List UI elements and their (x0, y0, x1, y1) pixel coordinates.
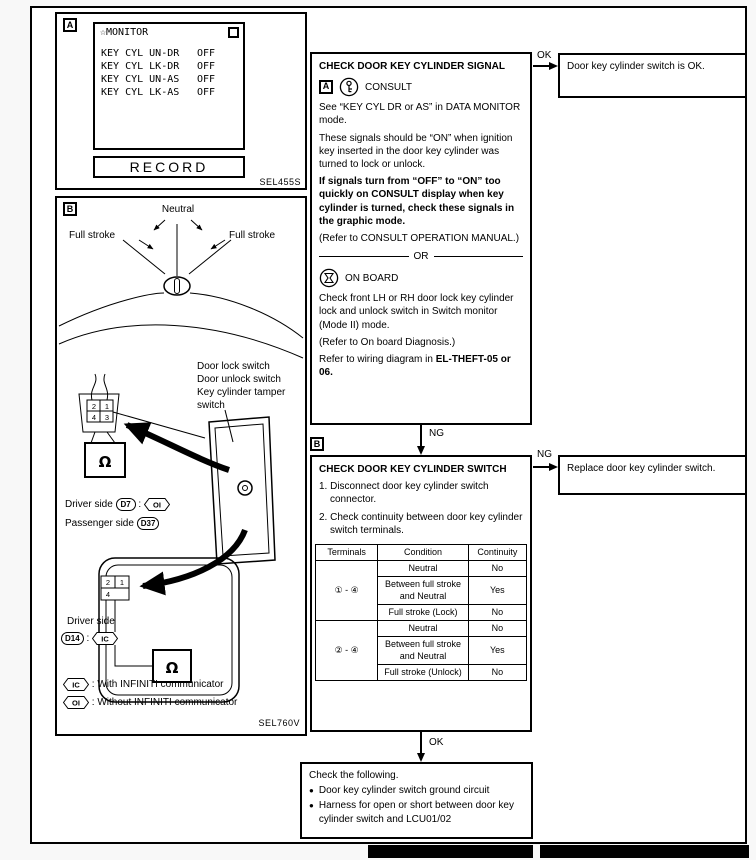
result-ok-text: Door key cylinder switch is OK. (567, 61, 705, 72)
arrowhead-down-icon (417, 446, 425, 455)
connector-ref-d37: D37 (137, 517, 160, 530)
continuity-cell: No (468, 561, 526, 577)
continuity-cell: No (468, 664, 526, 680)
condition-cell: Between full stroke and Neutral (378, 637, 468, 665)
hexagon-tag-ic (92, 632, 118, 645)
terminals-cell: ② - ④ (316, 621, 378, 681)
on-board-icon (319, 268, 339, 288)
or-divider (319, 250, 523, 263)
tag-oi: OI (152, 500, 161, 510)
result-ok-box (558, 53, 747, 98)
legend-row-oi (63, 696, 237, 709)
on-board-label: ON BOARD (345, 272, 399, 284)
footer-bar (368, 845, 533, 858)
monitor-row (101, 74, 241, 87)
connector1-pin: 1 (104, 402, 110, 411)
final-check-bullet-text: Harness for open or short between door key cylinder switch and LCU01/02 (318, 800, 514, 825)
figure-b-caption: SEL760V (258, 718, 300, 728)
ref-b-marker: B (310, 437, 324, 451)
key-cylinder-face (164, 277, 190, 295)
monitor-checkbox-icon (228, 27, 239, 38)
condition-cell: Neutral (378, 621, 468, 637)
wiring-ref-code: EL-THEFT-05 or 06. (319, 354, 511, 379)
continuity-cell: No (468, 621, 526, 637)
door-edge-sketch (59, 293, 303, 358)
full-stroke-right-label: Full stroke (229, 230, 276, 241)
table-row (316, 561, 527, 577)
separator: : (86, 633, 90, 645)
bullet-icon: ● (309, 801, 314, 811)
condition-cell: Full stroke (Unlock) (378, 664, 468, 680)
driver-side-row-2 (61, 632, 118, 645)
monitor-signal-name: KEY CYL LK-AS (101, 87, 180, 98)
divider-line (319, 256, 409, 257)
step-1-paragraph: (Refer to On board Diagnosis.) (319, 336, 456, 348)
replace-text: Replace door key cylinder switch. (567, 463, 716, 474)
flow-step-1-box (310, 52, 532, 425)
door-lock-switch-label: Door lock switch (197, 361, 270, 372)
figure-b (55, 196, 307, 736)
switch-labels (197, 360, 303, 412)
flow-connector-line (420, 732, 422, 754)
ohm-symbol: Ω (165, 659, 179, 677)
legend-text: : Without INFINITI communicator (91, 697, 238, 709)
table-row (316, 621, 527, 637)
connector2-pin: 1 (119, 578, 125, 587)
figure-a (55, 12, 307, 190)
continuity-cell: Yes (468, 577, 526, 605)
divider-line (434, 256, 524, 257)
monitor-signal-name: KEY CYL UN-DR (101, 48, 180, 59)
stroke-fan-lines (123, 220, 231, 276)
consult-row (319, 77, 523, 97)
arrowhead-down-icon (417, 753, 425, 762)
monitor-row (101, 61, 241, 74)
step-1-paragraph-bold: If signals turn from “OFF” to “ON” too quickly on CONSULT display when key cylinder is turned, check these signals in the graphic mode. (319, 176, 515, 227)
step-2-title: CHECK DOOR KEY CYLINDER SWITCH (319, 464, 507, 475)
replace-box (558, 455, 747, 495)
monitor-title: ☆MONITOR (100, 27, 149, 38)
flow-step-2-box (310, 455, 532, 732)
connector1-pin: 3 (104, 413, 110, 422)
tag-ic: IC (72, 680, 80, 690)
passenger-side-row (65, 517, 159, 530)
tag-ic: IC (101, 634, 109, 644)
step-2-item: 1. Disconnect door key cylinder switch connector. (319, 481, 489, 506)
connector-ref-d14: D14 (61, 632, 84, 645)
footer-bar (540, 845, 749, 858)
driver-side-label: Driver side (65, 499, 113, 511)
connector-ref-d7: D7 (116, 498, 136, 511)
monitor-signal-value: OFF (197, 48, 216, 59)
hexagon-tag-oi (63, 696, 89, 709)
monitor-row (101, 87, 241, 100)
final-check-bullet (309, 799, 524, 825)
final-check-box (300, 762, 533, 839)
neutral-label: Neutral (161, 204, 195, 215)
final-check-bullet (309, 784, 524, 797)
or-label: OR (413, 251, 429, 263)
condition-cell: Neutral (378, 561, 468, 577)
step-1-paragraph: Check front LH or RH door lock key cylinder lock and unlock switch in Switch monitor (Mode II) mode. (319, 293, 514, 331)
ok-branch-label: OK (429, 737, 444, 748)
arrowhead-right-icon (549, 463, 558, 471)
table-header-row (316, 544, 527, 560)
step-1-title: CHECK DOOR KEY CYLINDER SIGNAL (319, 61, 505, 72)
figure-a-caption: SEL455S (259, 177, 301, 187)
key-cylinder-illustration (57, 198, 305, 734)
condition-cell: Full stroke (Lock) (378, 604, 468, 620)
monitor-row (101, 48, 241, 61)
bullet-icon: ● (309, 786, 314, 796)
hexagon-tag-ic (63, 678, 89, 691)
connector2-pin: 2 (105, 578, 111, 587)
monitor-signal-value: OFF (197, 74, 216, 85)
connector2-pin: 4 (105, 590, 111, 599)
step-1-paragraph: See “KEY CYL DR or AS” in DATA MONITOR mode. (319, 102, 521, 127)
consult-label: CONSULT (365, 81, 413, 93)
arrowhead-right-icon (549, 62, 558, 70)
consult-monitor-screen (93, 22, 245, 150)
flow-connector-line (420, 425, 422, 447)
connector1-pin: 2 (91, 402, 97, 411)
on-board-row (319, 268, 523, 288)
pointer-arrow-upper (127, 425, 229, 470)
full-stroke-left-label: Full stroke (69, 230, 116, 241)
step-1-paragraph: These signals should be “ON” when ignition key inserted in the door key cylinder was turned to lock or unlock. (319, 132, 513, 170)
monitor-signal-value: OFF (197, 61, 216, 72)
legend-text: : With INFINITI communicator (91, 679, 224, 691)
monitor-rows (101, 48, 241, 100)
ng-branch-label: NG (537, 449, 552, 460)
figure-a-ref-marker: A (63, 18, 77, 32)
ref-a-marker: A (319, 80, 333, 94)
terminals-cell: ① - ④ (316, 561, 378, 621)
record-button: RECORD (93, 156, 245, 178)
door-unlock-switch-label: Door unlock switch (197, 374, 281, 385)
step-2-item: 2. Check continuity between door key cylinder switch terminals. (319, 511, 523, 536)
figure-b-ref-marker: B (63, 202, 77, 216)
hexagon-tag-oi (144, 498, 170, 511)
final-check-bullet-text: Door key cylinder switch ground circuit (318, 785, 490, 797)
col-header-continuity: Continuity (468, 544, 526, 560)
final-check-lead: Check the following. (309, 770, 399, 781)
continuity-cell: No (468, 604, 526, 620)
tag-oi: OI (72, 698, 80, 708)
separator: : (138, 499, 142, 511)
continuity-cell: Yes (468, 637, 526, 665)
monitor-signal-value: OFF (197, 87, 216, 98)
wiring-ref-text: Refer to wiring diagram in (319, 354, 436, 365)
col-header-terminals: Terminals (316, 544, 378, 560)
driver-side-label-2: Driver side (67, 616, 115, 627)
continuity-table (315, 544, 527, 681)
ng-branch-label: NG (429, 428, 444, 439)
passenger-side-label: Passenger side (65, 518, 134, 530)
tamper-switch-label: Key cylinder tamper switch (197, 387, 286, 411)
step-1-paragraph: (Refer to CONSULT OPERATION MANUAL.) (319, 232, 520, 244)
connector1-pin: 4 (91, 413, 97, 422)
consult-key-icon (339, 77, 359, 97)
monitor-signal-name: KEY CYL UN-AS (101, 74, 180, 85)
col-header-condition: Condition (378, 544, 468, 560)
monitor-signal-name: KEY CYL LK-DR (101, 61, 180, 72)
flow-connector-line (533, 65, 550, 67)
flow-connector-line (533, 466, 550, 468)
driver-side-row-1 (65, 498, 170, 511)
ok-branch-label: OK (537, 50, 552, 61)
condition-cell: Between full stroke and Neutral (378, 577, 468, 605)
step-1-paragraph (319, 353, 523, 379)
legend-row-ic (63, 678, 223, 691)
ohm-symbol: Ω (98, 453, 112, 471)
